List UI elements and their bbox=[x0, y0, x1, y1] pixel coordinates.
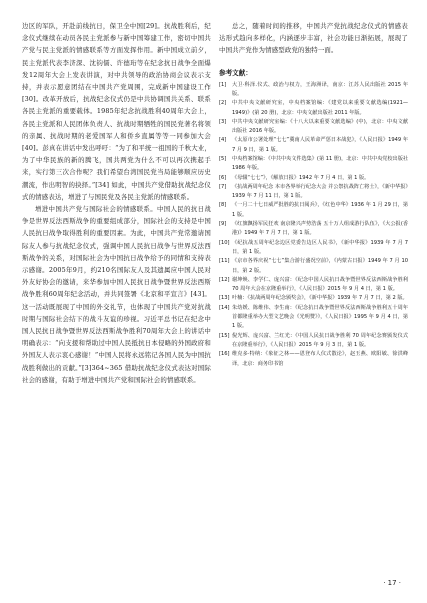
reference-text: 《太原市公署处理“七七”冀南人民革命严惩日本战犯》，《人民日报》1949 年 7 月 9 日，第 1 版。 bbox=[232, 137, 408, 153]
reference-text: 《母辍“七七”》，《解放日报》1942 年 7 月 4 日，第 1 版。 bbox=[232, 174, 370, 181]
body-paragraph: 边区的军队，开赴前线抗日，保卫全中国[29]。抗战胜利后，纪念仪式继续在动员各民主党派参与新中国筹建工作，密切中国共产党与民主党派的情感联系等方面发挥作用。新中国成立前夕，民主党派代表李济深、沈钧儒、许德珩等在纪念抗日战争全面爆发12周年大会上发表讲演，对中共领导的政治协商会议表示支持，并表示愿意团结在中国共产党周围，完成新中国建设工作[30]。改革开放后，抗战纪念仪式仍是中共协调国共关系、联系各民主党派的重要载体。1985年纪念抗战胜利40周年大会上，各民主党派和人民团体负责人、抗战时期牺牲的国民党著名将领的亲属、抗战时期的老爱国军人和侨乡直属等等一同参加大会[40]。彭真在讲话中发出呼吁：“为了和平统一祖国的千秋大业，为了中华民族的新的腾飞，国共两党为什么不可以再次携起手来，实行第三次合作呢？我们希望台湾国民党当局能够顺应历史潮流，作出明智的抉择。”[34] 如此，中国共产党借助抗战纪念仪式的情感表达，增进了与国民党及各民主党派的情感联系。 bbox=[22, 22, 211, 201]
reference-text: 《抗战两周年纪念 本市各界举行纪念大会 并公祭抗战阵亡将士》，《新中华报》1939 年 7 月 11 日，第 1 版。 bbox=[232, 183, 408, 200]
reference-number: [3] bbox=[219, 118, 227, 125]
reference-item bbox=[219, 118, 408, 137]
reference-text: 叶楠：《抗战两周年纪念颁奖会》，《新中华报》1939 年 7 月 7 日，第 2 版。 bbox=[232, 295, 408, 302]
reference-item bbox=[219, 350, 408, 369]
reference-item bbox=[219, 136, 408, 155]
reference-number: [6] bbox=[219, 174, 227, 181]
reference-number: [4] bbox=[219, 137, 227, 144]
reference-text: 朱幼媛、陈维伟、李生南：《纪念抗日战争暨世界反法西斯战争胜利五十周年首都隆重举办大型文艺晚会《光明赞》》，《人民日报》1995 年 9 月 4 日，第 1 版。 bbox=[232, 304, 408, 330]
reference-number: [11] bbox=[219, 258, 230, 265]
reference-number: [15] bbox=[219, 332, 230, 339]
reference-item bbox=[219, 201, 408, 220]
reference-text: 中央档案馆编：《中共中央文件选集》(第 11 册)，北京：中共中央党校出版社 1986 年版。 bbox=[232, 155, 408, 172]
reference-number: [8] bbox=[219, 202, 227, 209]
reference-item bbox=[219, 220, 408, 239]
reference-item bbox=[219, 332, 408, 351]
reference-text: 维克多·特纳：《象征之林——恩登布人仪式散论》，赵玉燕、欧阳敏、徐洪峰译，北京：商务印书馆 bbox=[232, 351, 408, 367]
reference-number: [10] bbox=[219, 239, 230, 246]
reference-number: [7] bbox=[219, 183, 227, 190]
reference-item bbox=[219, 257, 408, 276]
right-column bbox=[219, 20, 408, 369]
reference-item bbox=[219, 155, 408, 174]
reference-item bbox=[219, 304, 408, 332]
page-number: · 17 · bbox=[383, 579, 401, 587]
conclusion-paragraph: 总之，随着时间的推移，中国共产党抗战纪念仪式的情感表达形式趋向多样化，内涵逐步丰富，社会功能日渐拓展，展现了中国共产党作为情感型政党的独特一面。 bbox=[219, 22, 408, 55]
reference-item bbox=[219, 239, 408, 258]
reference-number: [16] bbox=[219, 351, 230, 358]
reference-number: [2] bbox=[219, 100, 227, 107]
reference-text: 谢坤焕、李学仁、庞兴富：《纪念中国人民抗日战争暨世界反法西斯战争胜利 70 周年大会在京隆重举行》，《人民日报》2015 年 9 月 4 日，第 1 版。 bbox=[232, 276, 408, 293]
reference-number: [12] bbox=[219, 276, 230, 283]
references-heading: 参考文献： bbox=[219, 68, 252, 77]
reference-text: 《一月二十七日威严批胜的抗日阅兵》，《红色中华》1936 年 1 月 29 日，第 1 版。 bbox=[232, 202, 408, 218]
reference-item bbox=[219, 294, 408, 303]
reference-number: [9] bbox=[219, 221, 227, 228]
reference-text: 《纪抗战五周年纪念边区党委告边区人民书》，《新中华报》1939 年 7 月 7 日，第 1 版。 bbox=[232, 239, 408, 255]
body-paragraph: 增进中国共产党与国际社会的情感联系。中国人民的抗日战争是世界反法西斯战争的重要组成部分，国际社会的支持是中国人民抗日战争取得胜利的重要因素。为此，中国共产党常邀请国际友人参与抗战纪念仪式，强调中国人民抗日战争与世界反法西斯战争的关系，对国际社会为中国抗日战争给予的同情和支持表示感谢。2005年9月，约210名国际友人及其遗属应中国人民对外友好协会的邀请，来华参加中国人民抗日战争暨世界反法西斯战争胜利60周年纪念活动，并共同签署《北京和平宣言》[43]。这一活动既展现了中国的外交礼节，也体现了中国共产党对抗战时期与国际社会结下的战斗友谊的珍视。习近平总书记在纪念中国人民抗日战争暨世界反法西斯战争胜利70周年大会上的讲话中明确表示：“向支援和帮助过中国人民抵抗日本侵略的外国政府和外国友人表示衷心感谢！”中国人民将永远铭记各国人民为中国抗战胜利做出的贡献。”[3]364~365 借助抗战纪念仪式表达对国际社会的感谢，有助于增进中国共产党和国际社会的情感联系。 bbox=[22, 205, 211, 384]
reference-text: 中共中央文献研究室编：《十八大以来重要文献选编》(中)，北京：中央文献出版社 2016 年版。 bbox=[232, 118, 408, 135]
reference-number: [5] bbox=[219, 155, 227, 162]
reference-number: [1] bbox=[219, 81, 227, 88]
reference-text: 大卫·科泽.仪式、政治与权力，王海洲译，南京：江苏人民出版社 2015 年版。 bbox=[232, 81, 408, 97]
left-column bbox=[22, 20, 211, 386]
reference-item bbox=[219, 99, 408, 118]
references-list bbox=[219, 81, 408, 369]
reference-item bbox=[219, 183, 408, 202]
reference-item bbox=[219, 276, 408, 295]
reference-text: 《红旗飘扬军民狂欢 南京隆兴声势浩荡 五十万人组成游行队伍》，《大公报(香港)》1949 年 7 月 7 日，第 1 版。 bbox=[232, 221, 408, 237]
reference-item bbox=[219, 174, 408, 183]
reference-number: [14] bbox=[219, 304, 230, 311]
reference-text: 倪光辉、庞兴富、兰红光：《中国人民抗日战争胜利 70 周年纪念赛颁发仪式在京隆重举行》，《人民日报》2015 年 9 月 3 日，第 1 版。 bbox=[232, 332, 408, 348]
reference-text: 《京市各界庆祝“七七”集合游行盛况空前》，《内蒙古日报》1949 年 7 月 10 日，第 2 版。 bbox=[232, 258, 408, 274]
reference-number: [13] bbox=[219, 295, 230, 302]
reference-item bbox=[219, 81, 408, 100]
reference-text: 中共中央文献研究室，中央档案馆编：《建党以来重要文献选编(1921—1949)》(第 20 册)，北京：中央文献出版社 2011 年版。 bbox=[232, 100, 408, 116]
